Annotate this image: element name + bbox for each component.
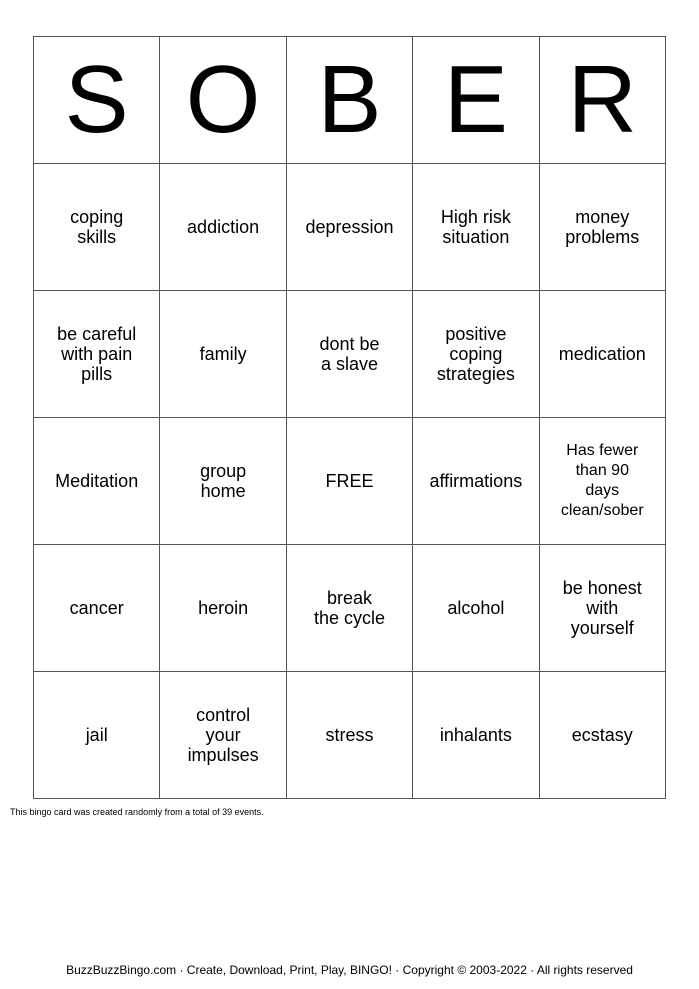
header-letter: E [413,37,539,164]
bingo-cell [413,291,539,418]
cell-text: ecstasy [571,725,633,745]
card-row [34,291,666,418]
bingo-cell [160,418,286,545]
cell-text: positive coping strategies [436,324,515,384]
bingo-cell [34,418,160,545]
cell-text: Meditation [55,471,139,491]
cell-text: family [199,344,247,364]
header-letter: R [539,37,665,164]
bingo-cell [539,418,665,545]
cell-text: group home [200,461,247,501]
bingo-cell [286,164,412,291]
header-letter: O [160,37,286,164]
bingo-cell [160,164,286,291]
cell-text: Has fewer than 90 days clean/sober [560,442,644,519]
cell-text: control your impulses [187,705,259,765]
bingo-cell [160,545,286,672]
cell-text: jail [85,725,108,745]
cell-text: affirmations [429,471,523,491]
cell-text: High risk situation [440,207,511,247]
bingo-cell [539,545,665,672]
bingo-cell [539,672,665,799]
bingo-cell [286,672,412,799]
bingo-cell [413,672,539,799]
header-row [34,37,666,164]
cell-text: medication [558,344,646,364]
cell-text: heroin [198,598,249,618]
cell-text: break the cycle [313,588,385,628]
bingo-cell [413,164,539,291]
cell-text: coping skills [70,207,124,247]
card-row [34,418,666,545]
bingo-card [33,36,666,799]
card-row [34,545,666,672]
cell-text: depression [305,217,394,237]
cell-text: dont be a slave [319,334,380,374]
header-letter: B [286,37,412,164]
card-row [34,164,666,291]
card-note: This bingo card was created randomly from a total of 39 events. [10,807,264,817]
bingo-cell [34,164,160,291]
bingo-cell [413,545,539,672]
bingo-cell [160,672,286,799]
bingo-cell [34,291,160,418]
bingo-cell [286,545,412,672]
cell-text: inhalants [439,725,512,745]
bingo-cell [539,291,665,418]
bingo-cell [34,545,160,672]
cell-text: be careful with pain pills [57,324,137,384]
cell-text: stress [325,725,374,745]
footer-text: BuzzBuzzBingo.com · Create, Download, Print, Play, BINGO! · Copyright © 2003-2022 · All rights reserved [66,963,633,977]
bingo-cell [286,291,412,418]
cell-text: money problems [565,207,640,247]
bingo-cell [413,418,539,545]
cell-text: cancer [69,598,124,618]
cell-text: be honest with yourself [562,578,642,638]
header-letter: S [34,37,160,164]
cell-text: FREE [325,471,374,491]
cell-text: addiction [187,217,260,237]
bingo-cell [539,164,665,291]
free-cell [286,418,412,545]
card-row [34,672,666,799]
cell-text: alcohol [447,598,505,618]
bingo-cell [160,291,286,418]
bingo-cell [34,672,160,799]
